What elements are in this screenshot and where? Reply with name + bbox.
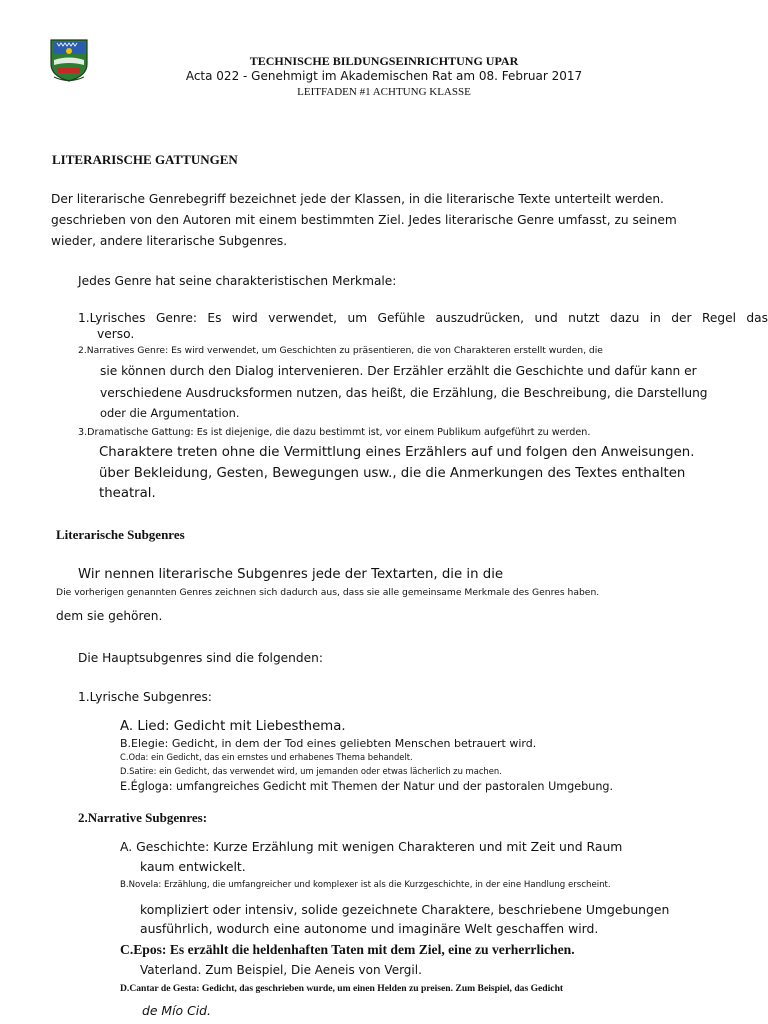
narrative-subgenre-d-line-2: de Mío Cid.: [142, 1003, 211, 1018]
section-title-genres: LITERARISCHE GATTUNGEN: [52, 152, 238, 167]
narrative-subgenre-d-line-1: D.Cantar de Gesta: Gedicht, das geschrieben wurde, um einen Helden zu preisen. Zum Beispiel, das Gedicht: [120, 983, 564, 994]
lyric-subgenre-d: D.Satire: ein Gedicht, das verwendet wird, um jemanden oder etwas lächerlich zu machen.: [120, 766, 502, 776]
dramatic-genre-line-2: Charaktere treten ohne die Vermittlung eines Erzählers auf und folgen den Anweisungen.: [99, 445, 695, 460]
dramatic-genre-line-3: über Bekleidung, Gesten, Bewegungen usw., die die Anmerkungen des Textes enthalten: [99, 466, 686, 481]
narrative-subgenres-title: 2.Narrative Subgenres:: [78, 810, 208, 825]
main-subgenres-line: Die Hauptsubgenres sind die folgenden:: [78, 651, 323, 665]
intro-line-2: geschrieben von den Autoren mit einem bestimmten Ziel. Jedes literarische Genre umfasst, zu seinem: [51, 213, 677, 227]
lyric-genre-line-2: verso.: [97, 327, 135, 341]
narrative-genre-line-2: sie können durch den Dialog intervenieren. Der Erzähler erzählt die Geschichte und dafür kann er: [100, 364, 697, 378]
narrative-subgenre-a-line-1: A. Geschichte: Kurze Erzählung mit wenigen Charakteren und mit Zeit und Raum: [120, 839, 623, 854]
subgenres-intro-line-2: Die vorherigen genannten Genres zeichnen sich dadurch aus, dass sie alle gemeinsame Merkmale des Genres haben.: [56, 587, 600, 598]
dramatic-genre-line-4: theatral.: [99, 486, 156, 501]
characteristics-line: Jedes Genre hat seine charakteristischen Merkmale:: [78, 274, 397, 288]
intro-line-3: wieder, andere literarische Subgenres.: [51, 234, 288, 248]
subgenres-intro-line-1: Wir nennen literarische Subgenres jede der Textarten, die in die: [78, 567, 504, 582]
lyric-subgenre-b: B.Elegie: Gedicht, in dem der Tod eines geliebten Menschen betrauert wird.: [120, 737, 537, 750]
institution-name: TECHNISCHE BILDUNGSEINRICHTUNG UPAR: [249, 54, 519, 68]
lyric-genre-line-1: 1.Lyrisches Genre: Es wird verwendet, um Gefühle auszudrücken, und nutzt dazu in der Regel das: [78, 311, 768, 325]
narrative-genre-line-3: verschiedene Ausdrucksformen nutzen, das heißt, die Erzählung, die Beschreibung, die Darstellung: [100, 386, 708, 400]
narrative-genre-line-4: oder die Argumentation.: [100, 406, 240, 420]
dramatic-genre-line-1: 3.Dramatische Gattung: Es ist diejenige, die dazu bestimmt ist, vor einem Publikum aufgeführt zu werden.: [78, 427, 591, 438]
narrative-subgenre-a-line-2: kaum entwickelt.: [140, 859, 246, 874]
narrative-subgenre-c-line-2: Vaterland. Zum Beispiel, Die Aeneis von Vergil.: [140, 963, 422, 977]
lyric-subgenre-e: E.Égloga: umfangreiches Gedicht mit Themen der Natur und der pastoralen Umgebung.: [120, 780, 614, 793]
narrative-subgenre-b-line-3: ausführlich, wodurch eine autonome und imaginäre Welt geschaffen wird.: [140, 921, 599, 936]
section-title-subgenres: Literarische Subgenres: [56, 527, 185, 542]
guide-line: LEITFADEN #1 ACHTUNG KLASSE: [297, 86, 471, 98]
subgenres-intro-line-3: dem sie gehören.: [56, 609, 163, 623]
narrative-subgenre-b-line-2: kompliziert oder intensiv, solide gezeichnete Charaktere, beschriebene Umgebungen: [140, 902, 670, 917]
narrative-subgenre-b-line-1: B.Novela: Erzählung, die umfangreicher und komplexer ist als die Kurzgeschichte, in der eine Handlung erscheint.: [120, 880, 611, 890]
lyric-subgenres-title: 1.Lyrische Subgenres:: [78, 690, 212, 704]
lyric-subgenre-a: A. Lied: Gedicht mit Liebesthema.: [120, 719, 346, 734]
intro-line-1: Der literarische Genrebegriff bezeichnet jede der Klassen, in die literarische Texte unterteilt werden.: [51, 192, 664, 206]
narrative-genre-line-1: 2.Narratives Genre: Es wird verwendet, um Geschichten zu präsentieren, die von Charakteren erstellt wurden, die: [78, 345, 603, 356]
narrative-subgenre-c-line-1: C.Epos: Es erzählt die heldenhaften Taten mit dem Ziel, eine zu verherrlichen.: [120, 942, 575, 957]
lyric-subgenre-c: C.Oda: ein Gedicht, das ein ernstes und erhabenes Thema behandelt.: [120, 752, 413, 762]
acta-line: Acta 022 - Genehmigt im Akademischen Rat am 08. Februar 2017: [185, 69, 583, 83]
